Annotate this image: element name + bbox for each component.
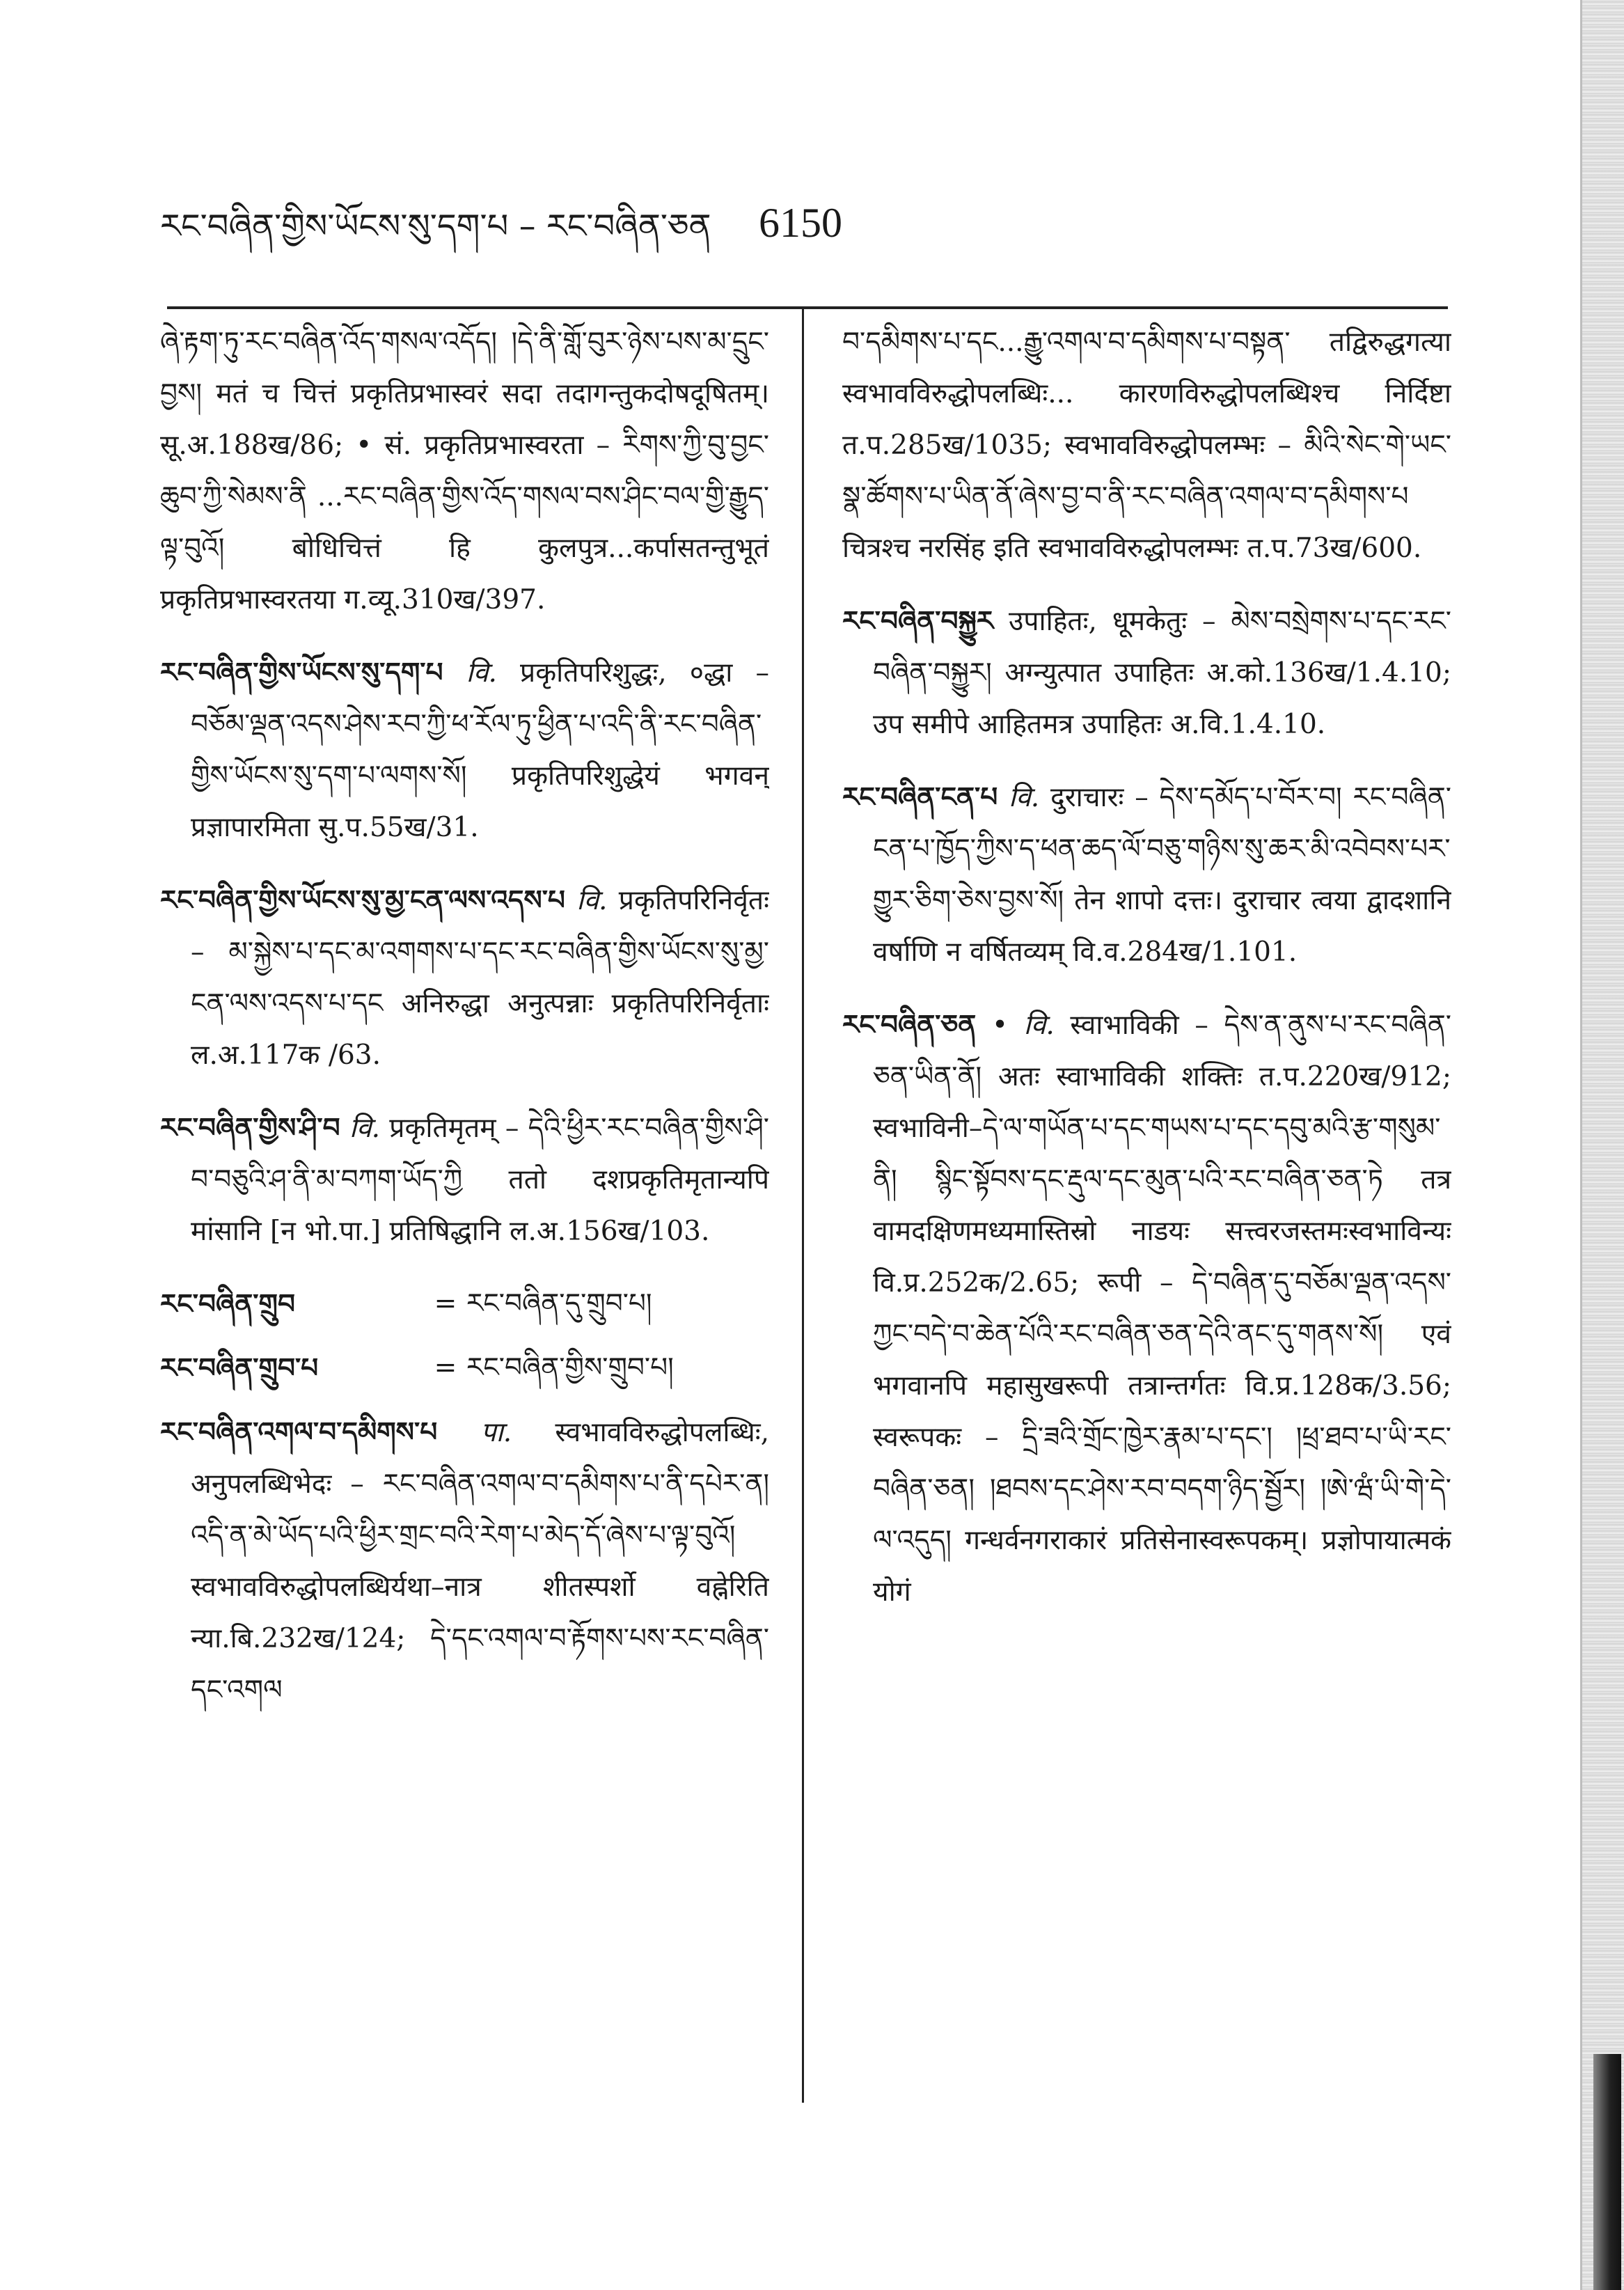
xref-equals: = [434, 1352, 457, 1383]
dictionary-entry [842, 771, 1451, 978]
entry-body: स्वभावविरुद्धोपलब्धिः, अनुपलब्धिभेदः – རང་བཞིན་འགལ་བ་དམིགས་པ་ནི་དཔེར་ན། འདི་ན་མེ་ཡོད་པའི་ཕྱིར་གྲང་བའི་རེག་པ་མེད་དོ་ཞེས་པ་ལྟ་བུའོ། स्वभावविरुद्धोपलब्धिर्यथा–नात्र शीतस्पर्शो वह्नेरिति न्या.बि.232ख/124; དེ་དང་འགལ་བ་རྟོགས་པས་རང་བཞིན་དང་འགལ [191, 1417, 769, 1706]
dictionary-entry [160, 875, 769, 1081]
entry-body: प्रकृतिमृतम् – དེའི་ཕྱིར་རང་བཞིན་གྱིས་ཤི་བ་བཅུའི་ཤ་ནི་མ་བཀག་ཡོད་ཀྱི ततो दशप्रकृतिमृतान्यपि मांसानि [न भो.पा.] प्रतिषिद्धानि ल.अ.156ख/103. [191, 1113, 769, 1247]
cross-reference [160, 1278, 769, 1330]
book-binding-edge [1580, 0, 1624, 2290]
headword-range: རང་བཞིན་གྱིས་ཡོངས་སུ་དག་པ – རང་བཞིན་ཅན [160, 207, 711, 246]
right-column [842, 317, 1451, 2099]
xref-target: རང་བཞིན་དུ་གྲུབ་པ། [466, 1288, 652, 1319]
entry-headword: རང་བཞིན་ངན་པ [842, 781, 998, 813]
grammar-tag: वि. [1009, 782, 1040, 813]
entry-headword: རང་བཞིན་བསྐྱུར [842, 605, 994, 637]
dictionary-entry [160, 647, 769, 854]
dictionary-entry [160, 317, 769, 626]
column-divider [802, 306, 804, 2103]
left-column [160, 317, 769, 2099]
dictionary-entry [842, 317, 1451, 574]
header-rule [167, 306, 1448, 309]
dictionary-entry [842, 595, 1451, 751]
entry-body: प्रकृतिपरिनिर्वृतः – མ་སྐྱེས་པ་དང་མ་འགགས་པ་དང་རང་བཞིན་གྱིས་ཡོངས་སུ་མྱ་ངན་ལས་འདས་པ་དང अनिरुद्धा अनुत्पन्नाः प्रकृतिपरिनिर्वृताः ल.अ.117क /63. [191, 885, 769, 1071]
dictionary-entry [842, 999, 1451, 1618]
xref-headword: རང་བཞིན་གྲུབ་པ [160, 1352, 319, 1384]
grammar-tag: वि. [576, 885, 608, 916]
entry-body: दुराचारः – དེས་དམོད་པ་བོར་བ། རང་བཞིན་ངན་པ་ཁྱོད་ཀྱིས་ད་ཕན་ཆད་ལོ་བཅུ་གཉིས་སུ་ཆར་མི་འབེབས་པར་གྱུར་ཅིག་ཅེས་བྱས་སོ། तेन शापो दत्तः। दुराचार त्वया द्वादशानि वर्षाणि न वर्षितव्यम् वि.व.284ख/1.101. [873, 782, 1451, 968]
grammar-tag: • वि. [991, 1010, 1055, 1041]
entry-body: བ་དམིགས་པ་དང...རྒྱུ་འགལ་བ་དམིགས་པ་བསྟན་ तद्विरुद्धगत्या स्वभावविरुद्धोपलब्धिः... कारणविरुद्धोपलब्धिश्च निर्दिष्टा त.प.285ख/1035; स्वभावविरुद्धोपलम्भः – མིའི་སེང་གེ་ཡང་སྣ་ཚོགས་པ་ཡིན་ནོ་ཞེས་བྱ་བ་ནི་རང་བཞིན་འགལ་བ་དམིགས་པ चित्रश्च नरसिंह इति स्वभावविरुद्धोपलम्भः त.प.73ख/600. [842, 327, 1451, 564]
binding-shadow [1593, 2054, 1621, 2290]
grammar-tag: वि. [466, 657, 497, 689]
page-number: 6150 [759, 200, 842, 246]
entry-headword: རང་བཞིན་ཅན [842, 1009, 977, 1041]
cross-reference [160, 1342, 769, 1394]
entry-body: प्रकृतिपरिशुद्धः, ०द्धा – བཅོམ་ལྡན་འདས་ཤེས་རབ་ཀྱི་ཕ་རོལ་ཏུ་ཕྱིན་པ་འདི་ནི་རང་བཞིན་གྱིས་ཡོངས་སུ་དག་པ་ལགས་སོ། प्रकृतिपरिशुद्धेयं भगवन् प्रज्ञापारमिता सु.प.55ख/31. [191, 657, 769, 843]
entry-body: ཞེ་རྟག་ཏུ་རང་བཞིན་འོད་གསལ་འདོད། །དེ་ནི་གློ་བུར་ཉེས་པས་མ་དྲུང་བྱས། मतं च चित्तं प्रकृतिप्रभास्वरं सदा तदागन्तुकदोषदूषितम्। सू.अ.188ख/86; • सं. प्रकृतिप्रभास्वरता – རིགས་ཀྱི་བུ་བྱང་ཆུབ་ཀྱི་སེམས་ནི ...རང་བཞིན་གྱིས་འོད་གསལ་བས་ཤིང་བལ་གྱི་རྒྱུད་ལྟ་བུའོ། बोधिचित्तं हि कुलपुत्र...कर्पासतन्तुभूतं प्रकृतिप्रभास्वरतया ग.व्यू.310ख/397. [160, 327, 769, 615]
entry-headword: རང་བཞིན་གྱིས་ཡོངས་སུ་དག་པ [160, 657, 443, 689]
xref-headword: རང་བཞིན་གྲུབ [160, 1288, 295, 1320]
entry-headword: རང་བཞིན་གྱིས་ཡོངས་སུ་མྱ་ངན་ལས་འདས་པ [160, 884, 565, 916]
dictionary-entry [160, 1102, 769, 1257]
entry-headword: རང་བཞིན་འགལ་བ་དམིགས་པ [160, 1416, 438, 1448]
grammar-tag: वि. [349, 1113, 381, 1144]
grammar-tag: पा. [480, 1417, 512, 1448]
entry-body: उपाहितः, धूमकेतुः – མེས་བསྲེགས་པ་དང་རང་བཞིན་བསྐྱུར། अग्न्युत्पात उपाहितः अ.को.136ख/1.4.10; उप समीपे आहितमत्र उपाहितः अ.वि.1.4.10. [873, 606, 1451, 740]
dictionary-entry [160, 1406, 769, 1716]
xref-equals: = [434, 1288, 457, 1319]
entry-body: स्वाभाविकी – དེས་ན་ནུས་པ་རང་བཞིན་ཅན་ཡིན་ནོ། अतः स्वाभाविकी शक्तिः त.प.220ख/912; स्वभाविनी–དེ་ལ་གཡོན་པ་དང་གཡས་པ་དང་དབུ་མའི་རྩ་གསུམ་ནི། སྙིང་སྟོབས་དང་རྡུལ་དང་མུན་པའི་རང་བཞིན་ཅན་ཏེ तत्र वामदक्षिणमध्यमास्तिस्रो नाडयः सत्त्वरजस्तमःस्वभाविन्यः वि.प्र.252क/2.65; रूपी – དེ་བཞིན་དུ་བཅོམ་ལྡན་འདས་ཀྱང་བདེ་བ་ཆེན་པོའི་རང་བཞིན་ཅན་དེའི་ནང་དུ་གནས་སོ། एवं भगवानपि महासुखरूपी तत्रान्तर्गतः वि.प्र.128क/3.56; स्वरूपकः – དྲི་ཟའི་གྲོང་ཁྱེར་རྣམ་པ་དང་། །ཕྲ་ཐབ་པ་ཡི་རང་བཞིན་ཅན། །ཐབས་དང་ཤེས་རབ་བདག་ཉིད་སྦྱོར། །ཨེ་ཝཾ་ཡི་གེ་དེ་ལ་འདུད། गन्धर्वनगराकारं प्रतिसेनास्वरूपकम्। प्रज्ञोपायात्मकं योगं [873, 1010, 1451, 1608]
entry-headword: རང་བཞིན་གྱིས་ཤི་བ [160, 1112, 340, 1144]
xref-target: རང་བཞིན་གྱིས་གྲུབ་པ། [466, 1352, 674, 1383]
